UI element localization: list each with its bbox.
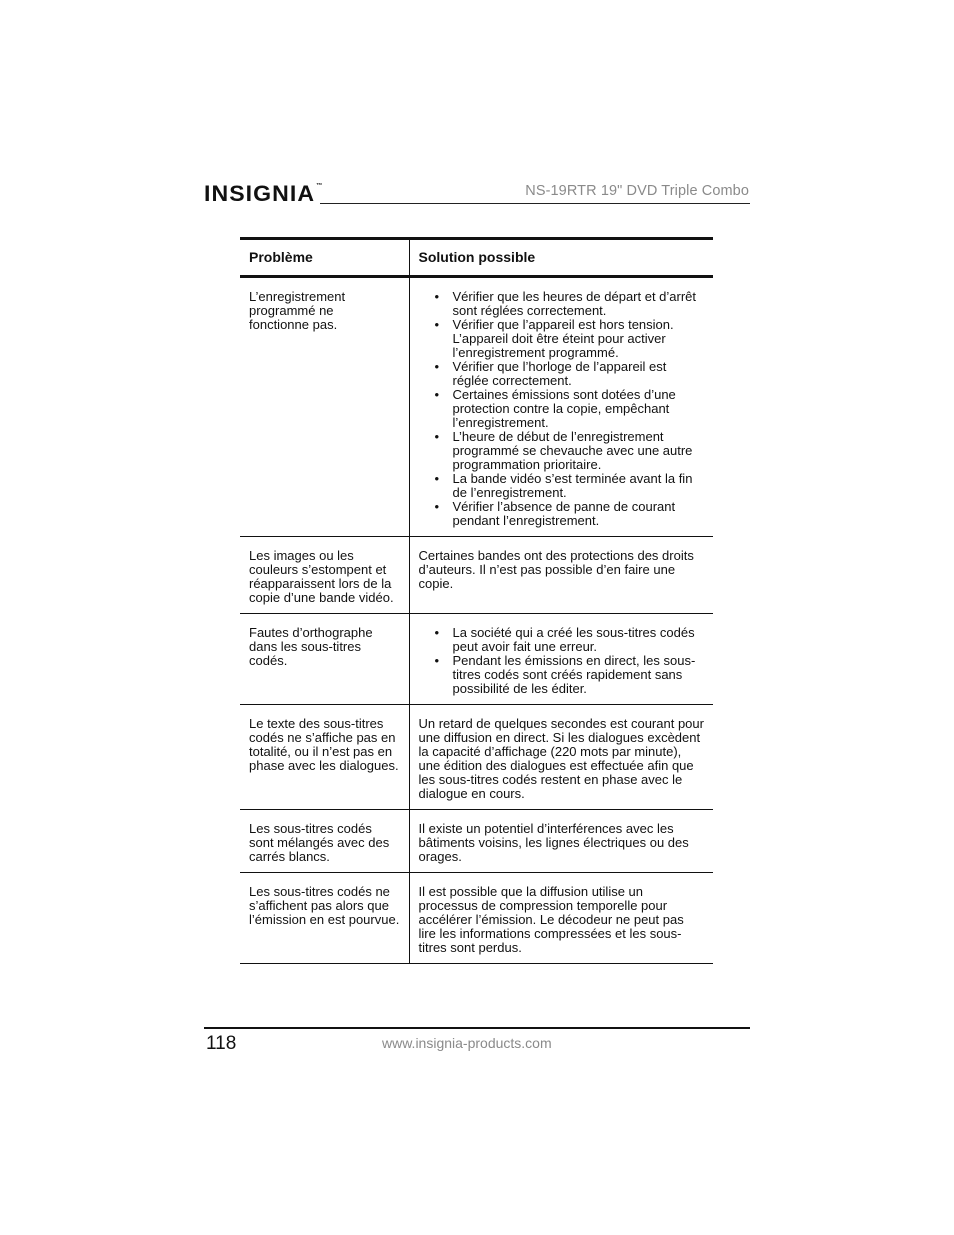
page-number: 118 bbox=[206, 1033, 237, 1054]
problem-cell: Les sous-titres codés ne s’affichent pas alors que l’émission en est pourvue. bbox=[249, 884, 400, 927]
solution-bullet: • Certaines émissions sont dotées d’une protection contre la copie, empêchant l’enregistrement. bbox=[443, 388, 705, 430]
table-row bbox=[240, 614, 713, 705]
solution-cell: Il est possible que la diffusion utilise un processus de compression temporelle pour accélérer l’émission. Le décodeur ne peut pas lire les informations compressées et les sous-titres sont perdus. bbox=[409, 873, 713, 964]
solution-cell bbox=[409, 277, 713, 537]
table-row bbox=[240, 873, 713, 964]
problem-cell: Les images ou les couleurs s’estompent et réapparaissent lors de la copie d’une bande vidéo. bbox=[249, 548, 394, 605]
logo-text: INSIGNIA bbox=[204, 181, 316, 206]
problem-cell: Les sous-titres codés sont mélangés avec des carrés blancs. bbox=[249, 821, 390, 864]
column-header-problem: Problème bbox=[249, 248, 313, 265]
logo-trademark: ™ bbox=[316, 183, 324, 189]
table-row bbox=[240, 277, 713, 537]
header-divider bbox=[320, 203, 750, 204]
footer-url: www.insignia-products.com bbox=[382, 1035, 552, 1051]
table-row bbox=[240, 705, 713, 810]
solution-cell: Certaines bandes ont des protections des droits d’auteurs. Il n’est pas possible d’en faire une copie. bbox=[409, 537, 713, 614]
solution-bullet: • Vérifier l’absence de panne de courant pendant l’enregistrement. bbox=[443, 500, 705, 528]
solution-bullet: • Vérifier que les heures de départ et d’arrêt sont réglées correctement. bbox=[443, 290, 705, 318]
column-header-solution: Solution possible bbox=[409, 239, 713, 277]
solution-cell: Un retard de quelques secondes est courant pour une diffusion en direct. Si les dialogues excèdent la capacité d’affichage (220 mots par minute), une édition des dialogues est effectuée afin que les sous-titres codés restent en phase avec le dialogue en cours. bbox=[409, 705, 713, 810]
footer-divider bbox=[204, 1027, 750, 1029]
table-header-row bbox=[240, 239, 713, 277]
solution-bullet: • Pendant les émissions en direct, les sous-titres codés sont créés rapidement sans possibilité de les éditer. bbox=[443, 654, 705, 696]
table-row bbox=[240, 537, 713, 614]
solution-bullet: • La bande vidéo s’est terminée avant la fin de l’enregistrement. bbox=[443, 472, 705, 500]
solution-cell bbox=[409, 614, 713, 705]
solution-bullet: • Vérifier que l’horloge de l’appareil est réglée correctement. bbox=[443, 360, 705, 388]
problem-cell: L’enregistrement programmé ne fonctionne pas. bbox=[249, 289, 346, 332]
solution-bullet: • Vérifier que l’appareil est hors tension. L’appareil doit être éteint pour activer l’enregistrement programmé. bbox=[443, 318, 705, 360]
insignia-logo bbox=[204, 183, 323, 205]
solution-list bbox=[419, 290, 705, 528]
product-title: NS-19RTR 19" DVD Triple Combo bbox=[525, 183, 749, 199]
solution-cell: Il existe un potentiel d’interférences avec les bâtiments voisins, les lignes électriques ou des orages. bbox=[409, 810, 713, 873]
solution-bullet: • La société qui a créé les sous-titres codés peut avoir fait une erreur. bbox=[443, 626, 705, 654]
solution-list bbox=[419, 626, 705, 696]
problem-cell: Fautes d’orthographe dans les sous-titres codés. bbox=[249, 625, 373, 668]
table-row bbox=[240, 810, 713, 873]
troubleshooting-table bbox=[240, 237, 713, 964]
problem-cell: Le texte des sous-titres codés ne s’affiche pas en totalité, ou il n’est pas en phase avec les dialogues. bbox=[249, 716, 399, 773]
solution-bullet: • L’heure de début de l’enregistrement programmé se chevauche avec une autre programmation prioritaire. bbox=[443, 430, 705, 472]
